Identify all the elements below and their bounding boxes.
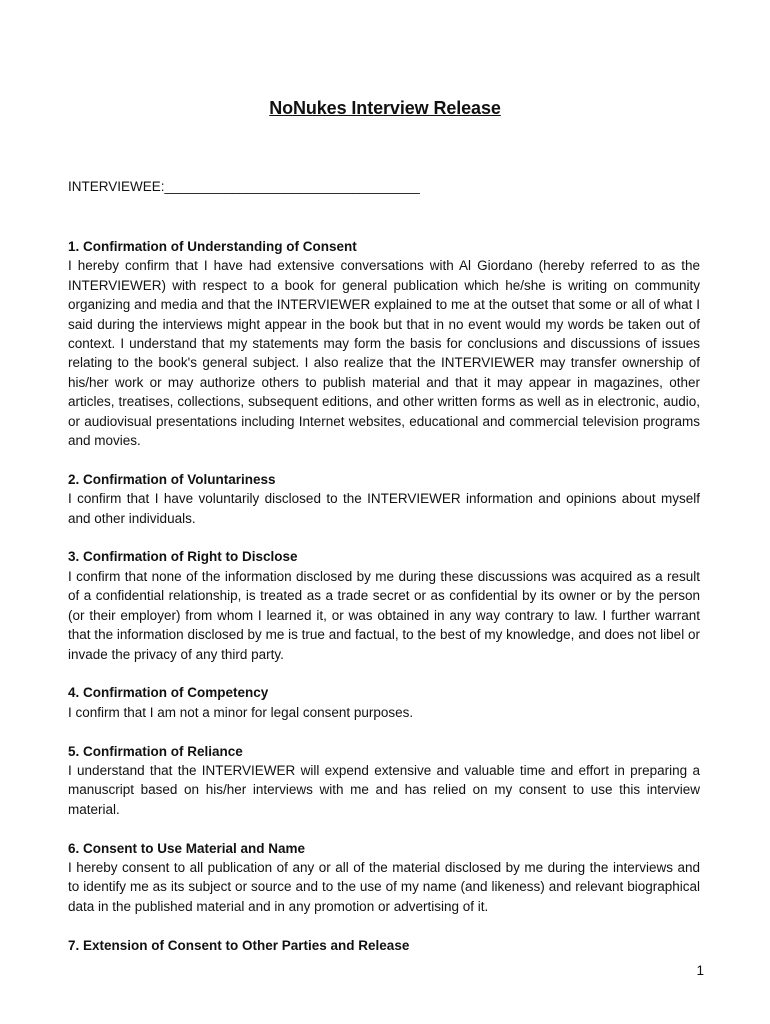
section-6 (68, 839, 700, 917)
section-heading: 7. Extension of Consent to Other Parties and Release (68, 937, 410, 953)
section-4 (68, 683, 700, 722)
document-body (68, 237, 700, 974)
section-2 (68, 470, 700, 528)
section-text: I hereby confirm that I have had extensive conversations with Al Giordano (hereby referred to as the INTERVIEWER) with respect to a book for general publication which he/she is writing on community organizing and media and that the INTERVIEWER explained to me at the outset that some or all of what I said during the interviews might appear in the book but that in no event would my words be taken out of context. I understand that my statements may form the basis for conclusions and discussions of issues relating to the book's general subject. I also realize that the INTERVIEWER may transfer ownership of his/her work or may authorize others to publish material and that it may appear in magazines, other articles, treatises, collections, subsequent editions, and other written forms as well as in electronic, audio, or audiovisual presentations including Internet websites, educational and commercial television programs and movies. (68, 258, 700, 449)
section-text: I hereby consent to all publication of any or all of the material disclosed by me during the interviews and to identify me as its subject or source and to the use of my name (and likeness) and relevant biographical data in the published material and in any promotion or advertising of it. (68, 859, 700, 914)
page-number: 1 (696, 963, 704, 978)
section-7 (68, 936, 700, 955)
section-5 (68, 742, 700, 820)
section-heading: 4. Confirmation of Competency (68, 685, 269, 701)
document-title: NoNukes Interview Release (269, 98, 501, 118)
section-heading: 3. Confirmation of Right to Disclose (68, 549, 298, 565)
section-3 (68, 547, 700, 663)
section-heading: 2. Confirmation of Voluntariness (68, 471, 276, 487)
section-text: I confirm that I have voluntarily disclosed to the INTERVIEWER information and opinions about myself and other individuals. (68, 491, 700, 526)
section-heading: 5. Confirmation of Reliance (68, 743, 243, 759)
section-heading: 1. Confirmation of Understanding of Consent (68, 239, 357, 254)
interviewee-field: INTERVIEWEE:__________________________________ (68, 179, 420, 194)
section-heading: 6. Consent to Use Material and Name (68, 840, 306, 856)
section-text: I confirm that none of the information disclosed by me during these discussions was acquired as a result of a confidential relationship, is treated as a trade secret or as confidential by its owner or by the person (or their employer) from whom I learned it, or was obtained in any way contrary to law. I further warrant that the information disclosed by me is true and factual, to the best of my knowledge, and does not libel or invade the privacy of any third party. (68, 568, 700, 662)
section-text: I understand that the INTERVIEWER will expend extensive and valuable time and effort in preparing a manuscript based on his/her interviews with me and has relied on my consent to use this interview material. (68, 762, 700, 817)
section-1 (68, 237, 700, 450)
section-text: I confirm that I am not a minor for legal consent purposes. (68, 704, 414, 720)
